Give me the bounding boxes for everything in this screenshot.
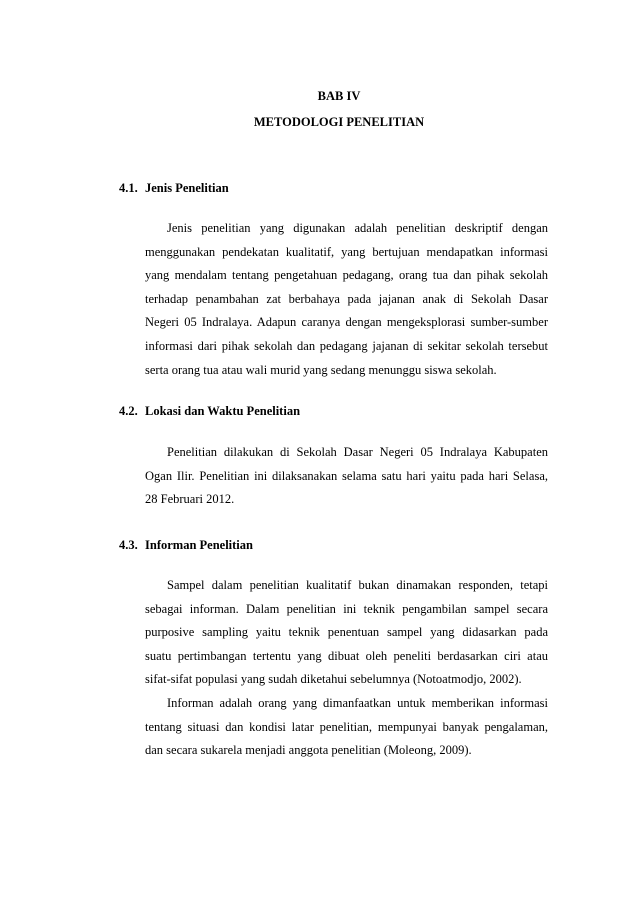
text-line: Negeri 05 Indralaya. Adapun caranya dengan mengeksplorasi sumber-sumber	[145, 315, 548, 330]
text-line: serta orang tua atau wali murid yang sedang menunggu siswa sekolah.	[145, 362, 497, 377]
text-line: purposive sampling yaitu teknik penentuan sampel yang didasarkan pada	[145, 625, 548, 640]
text-line: 28 Februari 2012.	[145, 492, 235, 507]
section-heading-4-1	[119, 180, 229, 196]
chapter-label: BAB IV	[317, 89, 361, 103]
paragraph-informan-2	[145, 692, 548, 763]
paragraph-informan-1	[145, 574, 548, 692]
paragraph-jenis-penelitian	[145, 217, 548, 382]
text-line: sifat-sifat populasi yang sudah diketahui sebelumnya (Notoatmodjo, 2002).	[145, 672, 522, 687]
text-line: Ogan Ilir. Penelitian ini dilaksanakan selama satu hari yaitu pada hari Selasa,	[145, 468, 548, 483]
text-line: Penelitian dilakukan di Sekolah Dasar Negeri 05 Indralaya Kabupaten	[167, 445, 548, 459]
section-heading-4-3	[119, 537, 253, 553]
text-line: terhadap penambahan zat berbahaya pada jajanan anak di Sekolah Dasar	[145, 291, 548, 306]
text-line: Sampel dalam penelitian kualitatif bukan dinamakan responden, tetapi	[167, 578, 548, 592]
section-title: Informan Penelitian	[145, 538, 253, 552]
text-line: suatu pertimbangan tertentu yang dibuat oleh peneliti berdasarkan ciri atau	[145, 648, 548, 663]
text-line: yang mendalam tentang pengetahuan pedagang, orang tua dan pihak sekolah	[145, 268, 548, 283]
text-line: Jenis penelitian yang digunakan adalah penelitian deskriptif dengan	[167, 221, 548, 235]
section-title: Lokasi dan Waktu Penelitian	[145, 404, 301, 418]
text-line: tentang situasi dan kondisi latar penelitian, mempunyai banyak pengalaman,	[145, 719, 548, 734]
text-line: informasi dari pihak sekolah dan pedagang jajanan di sekitar sekolah tersebut	[145, 338, 548, 353]
paragraph-lokasi-waktu	[145, 441, 548, 512]
section-number: 4.3.	[119, 538, 138, 552]
text-line: dan secara sukarela menjadi anggota penelitian (Moleong, 2009).	[145, 743, 472, 758]
section-number: 4.2.	[119, 404, 138, 418]
section-number: 4.1.	[119, 181, 138, 195]
section-heading-4-2	[119, 403, 300, 419]
chapter-title: METODOLOGI PENELITIAN	[253, 115, 425, 129]
text-line: menggunakan pendekatan kualitatif, yang bertujuan mendapatkan informasi	[145, 244, 548, 259]
text-line: sebagai informan. Dalam penelitian ini teknik pengambilan sampel secara	[145, 601, 548, 616]
section-title: Jenis Penelitian	[145, 181, 229, 195]
text-line: Informan adalah orang yang dimanfaatkan untuk memberikan informasi	[167, 696, 548, 710]
